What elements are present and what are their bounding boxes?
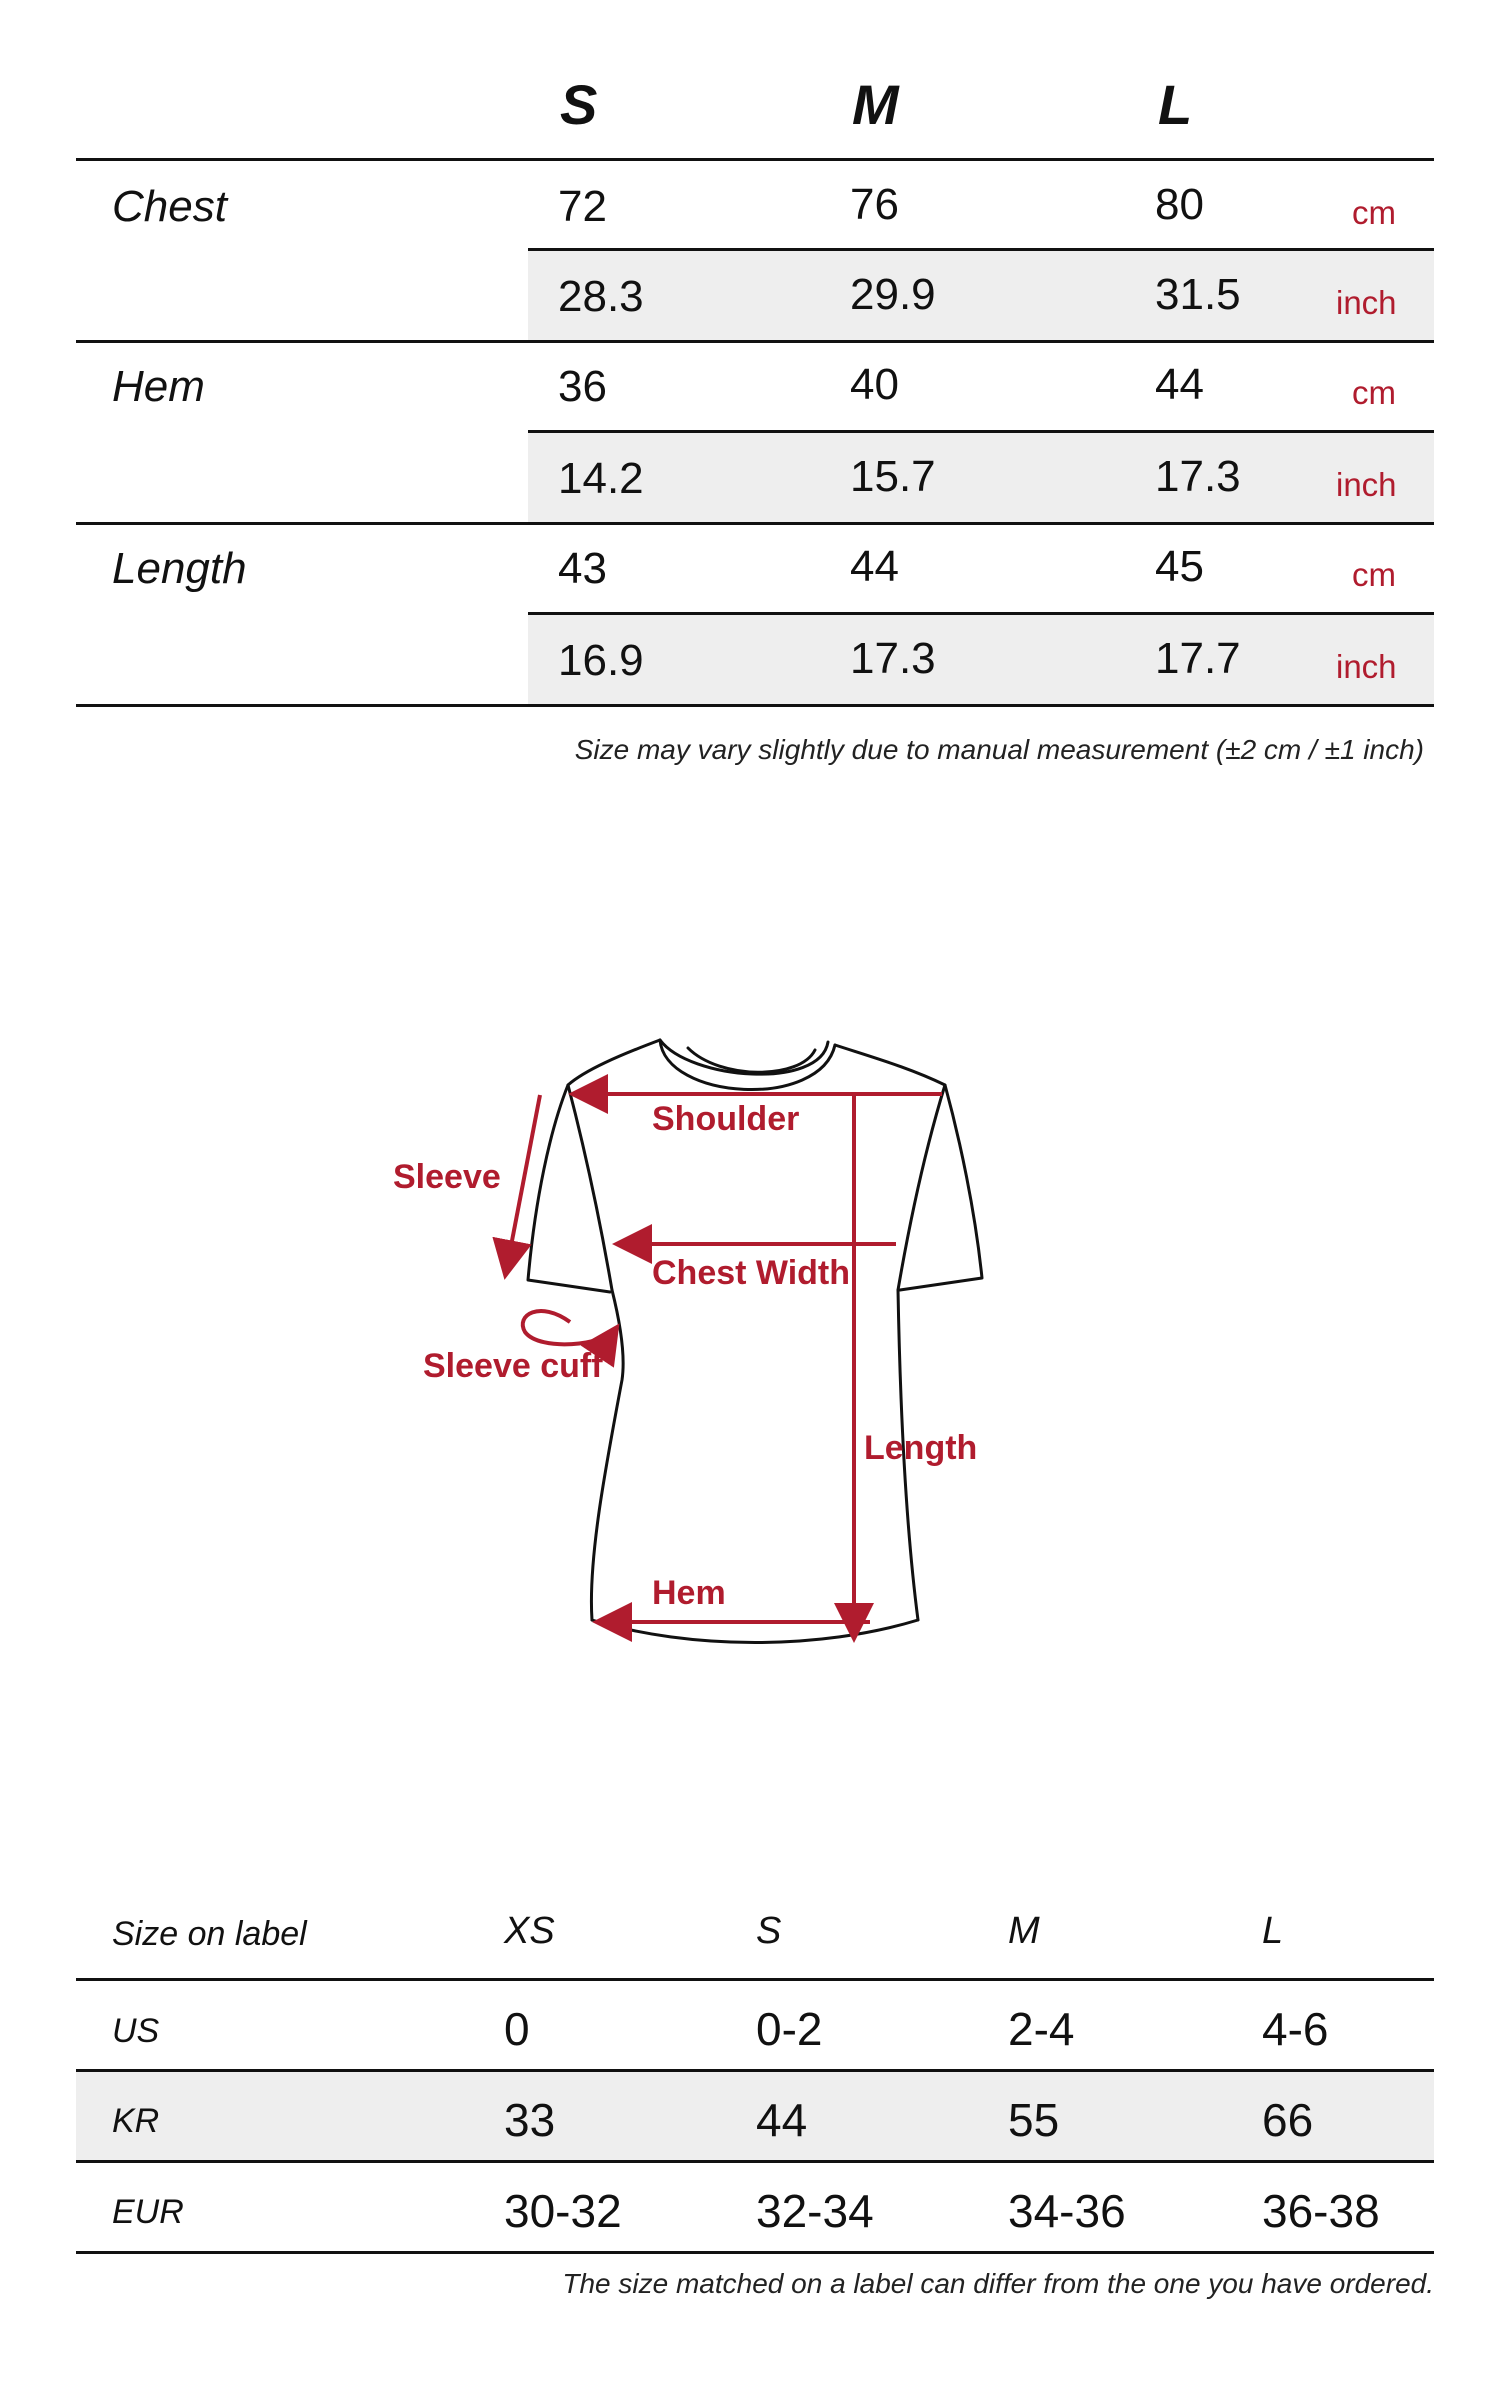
- unit-cm: cm: [1352, 556, 1396, 593]
- row-shade: [528, 433, 1434, 523]
- unit-inch: inch: [1336, 466, 1397, 503]
- label-length: Length: [864, 1429, 978, 1467]
- eur-xs: 30-32: [504, 2185, 622, 2237]
- divider: [528, 248, 1434, 251]
- row-shade: [528, 615, 1434, 705]
- label-sleeve-cuff: Sleeve cuff: [423, 1347, 603, 1385]
- chest-m-inch: 29.9: [850, 270, 936, 319]
- us-l: 4-6: [1262, 2003, 1329, 2055]
- kr-s: 44: [756, 2094, 808, 2146]
- row-label-us: US: [112, 2012, 160, 2050]
- label-sleeve: Sleeve: [393, 1158, 501, 1196]
- conversion-header-m: M: [1008, 1910, 1040, 1952]
- hem-m-cm: 40: [850, 360, 899, 409]
- hem-l-inch: 17.3: [1155, 452, 1241, 501]
- row-label-eur: EUR: [112, 2193, 184, 2231]
- row-label-kr: KR: [112, 2102, 160, 2140]
- kr-l: 66: [1262, 2094, 1314, 2146]
- unit-cm: cm: [1352, 194, 1396, 231]
- length-s-inch: 16.9: [558, 636, 644, 685]
- divider: [528, 430, 1434, 433]
- conversion-header-xs: XS: [504, 1910, 555, 1952]
- row-shade: [76, 2072, 1434, 2160]
- hem-l-cm: 44: [1155, 360, 1204, 409]
- chest-s-inch: 28.3: [558, 272, 644, 321]
- conversion-header-label: Size on label: [112, 1915, 307, 1953]
- eur-l: 36-38: [1262, 2185, 1380, 2237]
- hem-m-inch: 15.7: [850, 452, 936, 501]
- length-s-cm: 43: [558, 544, 607, 593]
- divider: [76, 1978, 1434, 1981]
- kr-m: 55: [1008, 2094, 1060, 2146]
- conversion-header-s: S: [756, 1910, 782, 1952]
- unit-inch: inch: [1336, 648, 1397, 685]
- eur-m: 34-36: [1008, 2185, 1126, 2237]
- divider: [76, 2251, 1434, 2254]
- us-m: 2-4: [1008, 2003, 1075, 2055]
- label-shoulder: Shoulder: [652, 1100, 800, 1138]
- kr-xs: 33: [504, 2094, 556, 2146]
- chest-s-cm: 72: [558, 182, 607, 231]
- conversion-note: The size matched on a label can differ from the one you have ordered.: [562, 2268, 1434, 2299]
- conversion-header-l: L: [1262, 1910, 1284, 1952]
- divider: [76, 522, 1434, 525]
- length-m-inch: 17.3: [850, 634, 936, 683]
- size-header-m: M: [852, 73, 899, 136]
- eur-s: 32-34: [756, 2185, 874, 2237]
- label-hem: Hem: [652, 1574, 726, 1612]
- us-s: 0-2: [756, 2003, 823, 2055]
- hem-s-cm: 36: [558, 362, 607, 411]
- measurement-note: Size may vary slightly due to manual measurement (±2 cm / ±1 inch): [574, 734, 1424, 765]
- size-header-s: S: [560, 73, 598, 136]
- unit-inch: inch: [1336, 284, 1397, 321]
- row-label-length: Length: [112, 544, 247, 593]
- chest-l-inch: 31.5: [1155, 270, 1241, 319]
- us-xs: 0: [504, 2003, 530, 2055]
- label-chest-width: Chest Width: [652, 1254, 851, 1292]
- divider: [76, 340, 1434, 343]
- row-label-chest: Chest: [112, 182, 227, 231]
- row-shade: [528, 251, 1434, 341]
- chest-l-cm: 80: [1155, 180, 1204, 229]
- divider: [76, 704, 1434, 707]
- size-header-l: L: [1158, 73, 1193, 136]
- row-label-hem: Hem: [112, 362, 205, 411]
- length-l-cm: 45: [1155, 542, 1204, 591]
- divider: [76, 2160, 1434, 2163]
- hem-s-inch: 14.2: [558, 454, 644, 503]
- divider: [76, 158, 1434, 161]
- length-m-cm: 44: [850, 542, 899, 591]
- length-l-inch: 17.7: [1155, 634, 1241, 683]
- divider: [528, 612, 1434, 615]
- chest-m-cm: 76: [850, 180, 899, 229]
- unit-cm: cm: [1352, 374, 1396, 411]
